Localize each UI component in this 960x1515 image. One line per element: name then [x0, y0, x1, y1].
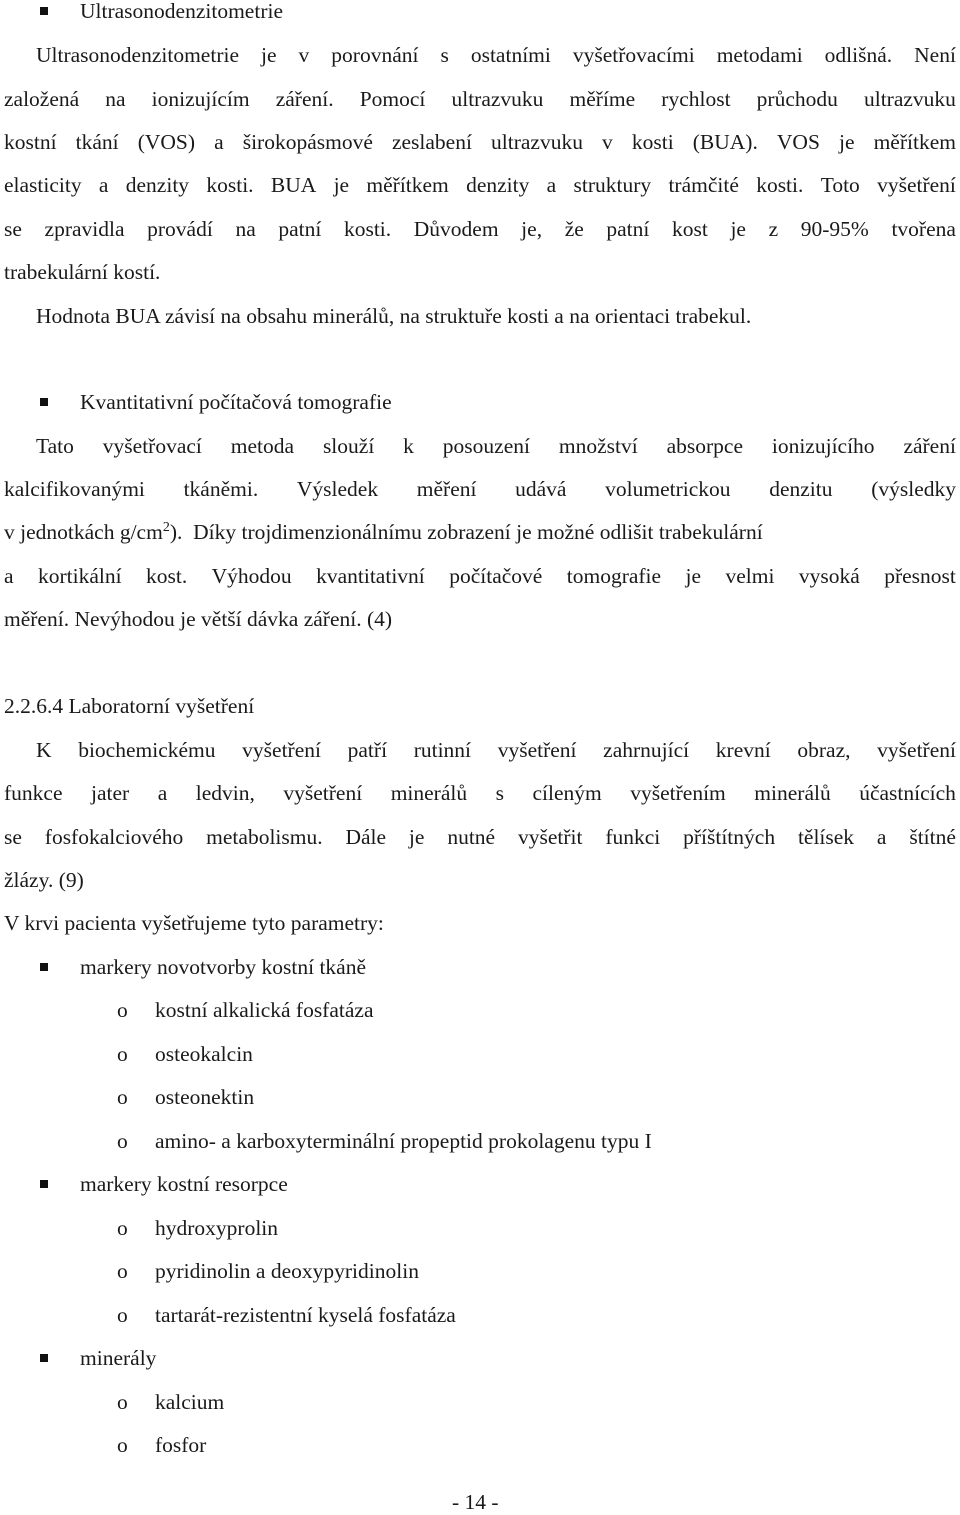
unit-text: v jednotkách g/cm — [4, 520, 163, 544]
sub-bullet-icon: o — [117, 1042, 128, 1066]
bullet-icon — [40, 7, 48, 15]
paragraph-line: K biochemickému vyšetření patří rutinní vyšetření zahrnující krevní obraz, vyšetření — [36, 738, 956, 762]
sub-bullet-icon: o — [117, 1303, 128, 1327]
paragraph-line: Tato vyšetřovací metoda slouží k posouzení množství absorpce ionizujícího záření — [36, 434, 956, 458]
paragraph-line: založená na ionizujícím záření. Pomocí ultrazvuku měříme rychlost průchodu ultrazvuku — [4, 87, 956, 111]
list-item: amino- a karboxyterminální propeptid prokolagenu typu I — [155, 1129, 652, 1153]
list-item: kostní alkalická fosfatáza — [155, 998, 374, 1022]
paragraph-line: kalcifikovanými tkáněmi. Výsledek měření udává volumetrickou denzitu (výsledky — [4, 477, 956, 501]
sub-bullet-icon: o — [117, 998, 128, 1022]
paragraph-line: funkce jater a ledvin, vyšetření minerálů s cíleným vyšetřením minerálů účastnících — [4, 781, 956, 805]
sub-bullet-icon: o — [117, 1433, 128, 1457]
paragraph-line: a kortikální kost. Výhodou kvantitativní počítačové tomografie je velmi vysoká přesnost — [4, 564, 956, 588]
list-item: hydroxyprolin — [155, 1216, 279, 1240]
paragraph-line: se fosfokalciového metabolismu. Dále je nutné vyšetřit funkci příštítných tělísek a štítné — [4, 825, 956, 849]
section-heading-ultrasound: Ultrasonodenzitometrie — [80, 0, 283, 23]
paragraph-line — [4, 519, 956, 545]
paragraph-line: kostní tkání (VOS) a širokopásmové zeslabení ultrazvuku v kosti (BUA). VOS je měřítkem — [4, 130, 956, 154]
paragraph-line: trabekulární kostí. — [4, 260, 161, 284]
list-intro: V krvi pacienta vyšetřujeme tyto parametry: — [4, 911, 384, 935]
paragraph-note: Hodnota BUA závisí na obsahu minerálů, na struktuře kosti a na orientaci trabekul. — [36, 304, 752, 328]
line-text: ). Díky trojdimenzionálnímu zobrazení je možné odlišit trabekulární — [169, 520, 763, 544]
sub-bullet-icon: o — [117, 1216, 128, 1240]
sub-bullet-icon: o — [117, 1085, 128, 1109]
sub-bullet-icon: o — [117, 1129, 128, 1153]
list-item: kalcium — [155, 1390, 225, 1414]
list-item: tartarát-rezistentní kyselá fosfatáza — [155, 1303, 456, 1327]
page-number: - 14 - — [452, 1490, 499, 1514]
list-group-label: minerály — [80, 1346, 157, 1370]
superscript: 2 — [162, 520, 170, 535]
list-group-label: markery kostní resorpce — [80, 1172, 288, 1196]
list-group-label: markery novotvorby kostní tkáně — [80, 955, 367, 979]
bullet-icon — [40, 398, 48, 406]
section-heading-ct: Kvantitativní počítačová tomografie — [80, 390, 392, 414]
paragraph-line: Ultrasonodenzitometrie je v porovnání s ostatními vyšetřovacími metodami odlišná. Není — [36, 43, 956, 67]
paragraph-line: elasticity a denzity kosti. BUA je měřítkem denzity a struktury trámčité kosti. Toto vyšetření — [4, 173, 956, 197]
list-item: osteonektin — [155, 1085, 255, 1109]
list-item: fosfor — [155, 1433, 207, 1457]
paragraph-line: měření. Nevýhodou je větší dávka záření. (4) — [4, 607, 393, 631]
paragraph-line: žlázy. (9) — [4, 868, 84, 892]
bullet-icon — [40, 1180, 48, 1188]
list-item: osteokalcin — [155, 1042, 253, 1066]
bullet-icon — [40, 1354, 48, 1362]
sub-bullet-icon: o — [117, 1390, 128, 1414]
section-heading-lab: 2.2.6.4 Laboratorní vyšetření — [4, 694, 255, 718]
paragraph-line: se zpravidla provádí na patní kosti. Důvodem je, že patní kost je z 90-95% tvořena — [4, 217, 956, 241]
list-item: pyridinolin a deoxypyridinolin — [155, 1259, 419, 1283]
sub-bullet-icon: o — [117, 1259, 128, 1283]
bullet-icon — [40, 963, 48, 971]
